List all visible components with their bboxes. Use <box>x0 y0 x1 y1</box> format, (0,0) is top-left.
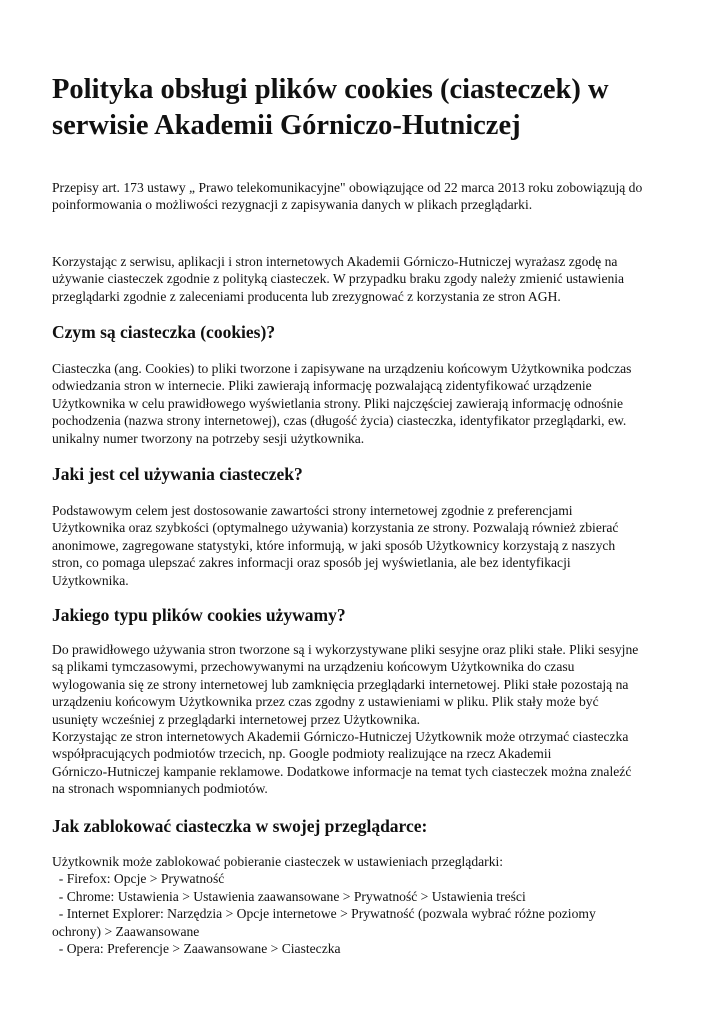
page-title: Polityka obsługi plików cookies (ciasteczek) w serwisie Akademii Górniczo-Hutniczej <box>52 74 609 141</box>
section-body-purpose <box>52 502 692 589</box>
intro-line: poinformowania o możliwości rezygnacji z zapisywania danych w plikach przeglądarki. <box>52 197 533 213</box>
body-line: Użytkownika oraz szybkości (optymalnego używania) korzystania ze strony. Pozwalają również zbierać <box>52 520 619 536</box>
body-line: wylogowania się ze strony internetowej lub zamknięcia przeglądarki internetowej. Pliki stałe pozostają na <box>52 676 629 692</box>
list-item-firefox: - Firefox: Opcje > Prywatność <box>52 871 225 887</box>
body-line: Do prawidłowego używania stron tworzone są i wykorzystywane pliki sesyjne oraz pliki stałe. Pliki sesyjne <box>52 642 639 657</box>
body-line: Podstawowym celem jest dostosowanie zawartości strony internetowej zgodnie z preferencjami <box>52 503 573 518</box>
list-item-internet-explorer-cont: ochrony) > Zaawansowane <box>52 923 200 939</box>
body-line: Użytkownika. <box>52 572 129 588</box>
body-line: Ciasteczka (ang. Cookies) to pliki tworzone i zapisywane na urządzeniu końcowym Użytkownika podczas <box>52 361 632 376</box>
section-heading-cookie-types: Jakiego typu plików cookies używamy? <box>52 605 346 625</box>
consent-line: przeglądarki zgodnie z zaleceniami producenta lub zrezygnować z korzystania ze stron AGH. <box>52 288 561 304</box>
body-line: pochodzenia (nazwa strony internetowej), czas (długość życia) ciasteczka, identyfikator przeglądarki, ew. <box>52 413 627 429</box>
body-line: Użytkownik może zablokować pobieranie ciasteczek w ustawieniach przeglądarki: <box>52 854 504 869</box>
body-line: usunięty wcześniej z przeglądarki internetowej przez Użytkownika. <box>52 711 421 727</box>
section-body-cookie-types <box>52 641 692 798</box>
body-line: są plikami tymczasowymi, przechowywanymi na urządzeniu końcowym Użytkownika do czasu <box>52 659 575 675</box>
list-item-chrome: - Chrome: Ustawienia > Ustawienia zaawansowane > Prywatność > Ustawienia treści <box>52 888 526 904</box>
list-item-opera: - Opera: Preferencje > Zaawansowane > Ciasteczka <box>52 941 341 957</box>
section-heading-what-are-cookies: Czym są ciasteczka (cookies)? <box>52 322 276 342</box>
body-line: Korzystając ze stron internetowych Akademii Górniczo-Hutniczej Użytkownik może otrzymać ciasteczka <box>52 729 629 745</box>
body-line: Użytkownika w celu prawidłowego wyświetlania strony. Pliki najczęściej zawierają informację odnośnie <box>52 395 624 411</box>
body-line: anonimowe, zagregowane statystyki, które informują, w jaki sposób Użytkownicy korzystają z naszych <box>52 537 616 553</box>
consent-line: używanie ciasteczek zgodnie z polityką ciasteczek. W przypadku braku zgody należy zmienić ustawienia <box>52 271 625 287</box>
body-line: unikalny numer tworzony na potrzeby sesji użytkownika. <box>52 430 365 446</box>
section-body-block-cookies <box>52 853 692 957</box>
section-heading-purpose: Jaki jest cel używania ciasteczek? <box>52 464 303 484</box>
intro-paragraph <box>52 179 692 214</box>
section-body-what-are-cookies <box>52 360 692 447</box>
section-heading-block-cookies: Jak zablokować ciasteczka w swojej przeglądarce: <box>52 816 428 836</box>
intro-line: Przepisy art. 173 ustawy „ Prawo telekomunikacyjne" obowiązujące od 22 marca 2013 roku zobowiązują do <box>52 180 643 195</box>
body-line: na stronach wspomnianych podmiotów. <box>52 781 268 797</box>
body-line: Górniczo-Hutniczej kampanie reklamowe. Dodatkowe informacje na temat tych ciasteczek można znaleźć <box>52 763 632 779</box>
body-line: współpracujących podmiotów trzecich, np. Google podmioty realizujące na rzecz Akademii <box>52 746 552 762</box>
body-line: odwiedzania stron w internecie. Pliki zawierają informację pozwalającą zidentyfikować urządzenie <box>52 378 592 394</box>
consent-line: Korzystając z serwisu, aplikacji i stron internetowych Akademii Górniczo-Hutniczej wyrażasz zgodę na <box>52 254 618 269</box>
body-line: stron, co pomaga ulepszać zakres informacji oraz sposób jej wyświetlania, ale bez identyfikacji <box>52 555 571 571</box>
consent-paragraph <box>52 253 692 305</box>
body-line: urządzeniu końcowym Użytkownika przez czas zgodny z ustawieniami w pliku. Plik stały może być <box>52 694 599 710</box>
list-item-internet-explorer: - Internet Explorer: Narzędzia > Opcje internetowe > Prywatność (pozwala wybrać różne poziomy <box>52 906 596 922</box>
